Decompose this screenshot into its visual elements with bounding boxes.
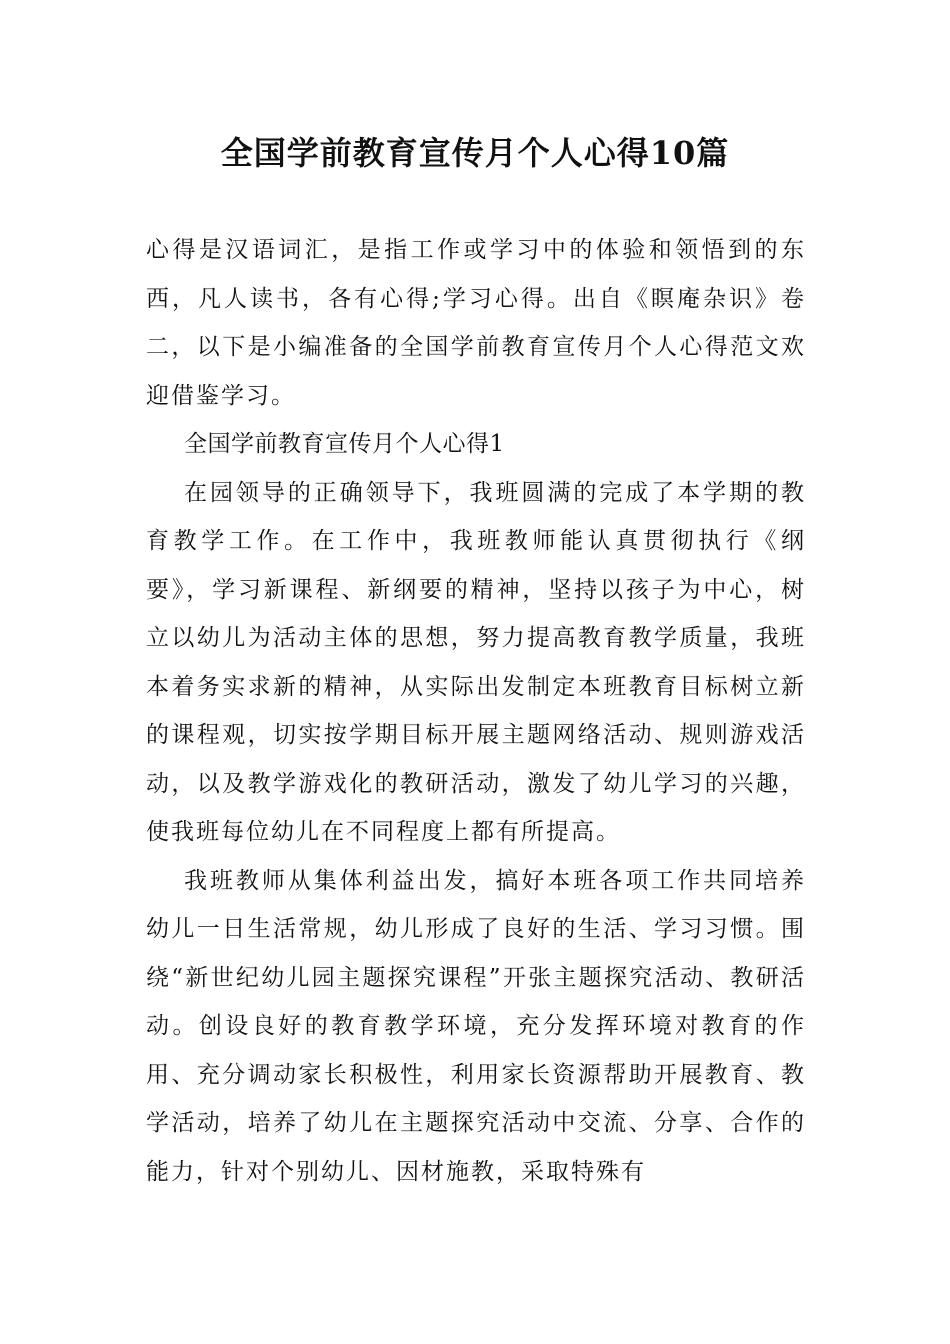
document-body [146, 226, 806, 1196]
section-heading: 全国学前教育宣传月个人心得1 [184, 431, 505, 457]
body-paragraph: 我班教师从集体利益出发，搞好本班各项工作共同培养幼儿一日生活常规，幼儿形成了良好的生活、学习习惯。围绕“新世纪幼儿园主题探究课程”开张主题探究活动、教研活动。创设良好的教育教学环境，充分发挥环境对教育的作用、充分调动家长积极性，利用家长资源帮助开展教育、教学活动，培养了幼儿在主题探究活动中交流、分享、合作的能力，针对个别幼儿、因材施教，采取特殊有 [146, 867, 806, 1185]
intro-paragraph: 心得是汉语词汇，是指工作或学习中的体验和领悟到的东西，凡人读书，各有心得;学习心得。出自《瞑庵杂识》卷二，以下是小编准备的全国学前教育宣传月个人心得范文欢迎借鉴学习。 [146, 237, 806, 409]
document-title: 全国学前教育宣传月个人心得10篇 [220, 134, 730, 172]
body-paragraph: 在园领导的正确领导下，我班圆满的完成了本学期的教育教学工作。在工作中，我班教师能认真贯彻执行《纲要》，学习新课程、新纲要的精神，坚持以孩子为中心，树立以幼儿为活动主体的思想，努力提高教育教学质量，我班本着务实求新的精神，从实际出发制定本班教育目标树立新的课程观，切实按学期目标开展主题网络活动、规则游戏活动，以及教学游戏化的教研活动，激发了幼儿学习的兴趣，使我班每位幼儿在不同程度上都有所提高。 [146, 479, 806, 845]
